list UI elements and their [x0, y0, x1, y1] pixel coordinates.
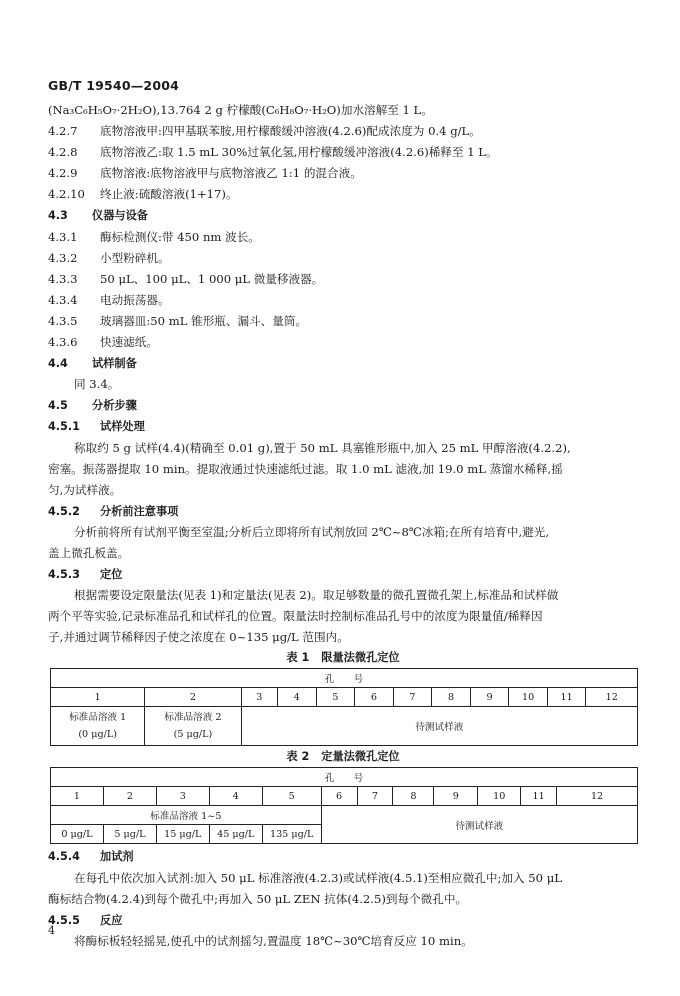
section-title: 试样制备 [92, 357, 137, 371]
clause-number: 4.2.8 [48, 145, 78, 160]
paragraph-line: 称取约 5 g 试样(4.4)(精确至 0.01 g),置于 50 mL 具塞锥形瓶中,加入 25 mL 甲醇溶液(4.2.2), [74, 440, 571, 455]
table-cell: 3 [241, 688, 277, 707]
clause-4-2-8 [48, 142, 638, 163]
table-cell: 8 [432, 688, 471, 707]
table-cell: 15 μg/L [156, 825, 209, 844]
clause-number: 4.3.1 [48, 229, 78, 244]
table-cell: 12 [557, 787, 638, 806]
text-line [48, 100, 638, 121]
table-cell: 6 [321, 787, 357, 806]
table-cell: 9 [434, 787, 478, 806]
clause-number: 4.2.9 [48, 166, 78, 181]
table-title: 定量法微孔定位 [321, 750, 400, 764]
clause-4-2-10 [48, 184, 638, 205]
section-number: 4.5.2 [48, 504, 80, 518]
clause-number: 4.2.10 [48, 187, 85, 202]
table-cell: 10 [509, 688, 548, 707]
table-cell: 5 [316, 688, 355, 707]
clause-text: 快速滤纸。 [100, 335, 158, 350]
clause-text: 小型粉碎机。 [100, 250, 170, 265]
section-number: 4.4 [48, 357, 68, 371]
line-text: (Na₃C₆H₅O₇·2H₂O),13.764 2 g 柠檬酸(C₆H₈O₇·H₂O)加水溶解至 1 L。 [48, 103, 433, 117]
clause-4-2-9 [48, 163, 638, 184]
section-4-5-4-heading [48, 846, 638, 867]
section-4-5-5-heading [48, 910, 638, 931]
table-cell: 2 [103, 787, 156, 806]
clause-text: 底物溶液乙:取 1.5 mL 30%过氧化氢,用柠檬酸缓冲溶液(4.2.6)稀释至 1 L。 [100, 145, 498, 160]
table-1-caption [48, 648, 638, 668]
section-4-5-3-heading [48, 564, 638, 585]
table-cell: 0 μg/L [51, 825, 104, 844]
clause-4-3-4 [48, 290, 638, 311]
standard-name: 标准品溶液 1 [69, 712, 127, 724]
table-cell: 标准品溶液 1~5 [51, 806, 322, 825]
table-2-caption [48, 747, 638, 767]
section-number: 4.5.1 [48, 420, 80, 434]
section-number: 4.5.5 [48, 913, 80, 927]
table-cell: 8 [393, 787, 434, 806]
section-4-4-heading [48, 353, 638, 374]
table-cell: 4 [278, 688, 317, 707]
table-cell: 11 [547, 688, 586, 707]
table-cell: 待测试样液 [241, 707, 637, 746]
clause-4-3-5 [48, 311, 638, 332]
section-4-5-2-heading [48, 501, 638, 522]
clause-text: 底物溶液甲:四甲基联苯胺,用柠檬酸缓冲溶液(4.2.6)配成浓度为 0.4 g/L。 [100, 124, 481, 139]
paragraph-line: 两个平等实验,记录标准品孔和试样孔的位置。限量法时控制标准品孔号中的浓度为限量值/稀释因 [48, 609, 543, 624]
paragraph-line: 酶标结合物(4.2.4)到每个微孔中;再加入 50 μL ZEN 抗体(4.2.5)到每个微孔中。 [48, 891, 468, 906]
section-number: 4.3 [48, 209, 68, 223]
table-cell [145, 707, 241, 746]
clause-4-2-7 [48, 121, 638, 142]
paragraph-line: 将酶标板轻轻摇晃,使孔中的试剂摇匀,置温度 18℃~30℃培育反应 10 min。 [74, 933, 473, 948]
paragraph-line: 子,并通过调节稀释因子使之浓度在 0~135 μg/L 范围内。 [48, 630, 349, 645]
clause-number: 4.3.2 [48, 250, 78, 265]
clause-text: 电动振荡器。 [100, 292, 170, 307]
table-cell: 待测试样液 [321, 806, 637, 844]
section-title: 分析前注意事项 [100, 504, 179, 518]
section-title: 定位 [100, 568, 123, 582]
section-number: 4.5.4 [48, 850, 80, 864]
table-cell: 7 [357, 787, 393, 806]
table-cell: 11 [521, 787, 557, 806]
document-body [48, 100, 638, 952]
section-title: 仪器与设备 [92, 209, 148, 223]
clause-4-3-2 [48, 248, 638, 269]
section-title: 试样处理 [100, 420, 145, 434]
paragraph-line: 密塞。振荡器提取 10 min。提取液通过快速滤纸过滤。取 1.0 mL 滤液,加 19.0 mL 蒸馏水稀释,摇 [48, 461, 563, 476]
section-number: 4.5.3 [48, 568, 80, 582]
clause-text: 50 μL、100 μL、1 000 μL 微量移液器。 [100, 271, 324, 286]
standard-conc: (5 μg/L) [173, 729, 213, 741]
section-4-5-heading [48, 395, 638, 416]
table-title: 限量法微孔定位 [321, 651, 400, 665]
section-4-3-heading [48, 205, 638, 226]
section-title: 分析步骤 [92, 399, 137, 413]
paragraph-line: 分析前将所有试剂平衡至室温;分析后立即将所有试剂放回 2℃~8℃冰箱;在所有培育中,避光, [74, 524, 550, 539]
table-2 [50, 767, 638, 844]
clause-number: 4.3.4 [48, 292, 78, 307]
standard-name: 标准品溶液 2 [164, 712, 222, 724]
table-cell: 12 [586, 688, 638, 707]
page-number: 4 [48, 924, 55, 937]
table-header-cell: 孔 号 [51, 669, 638, 688]
table-cell: 1 [51, 787, 104, 806]
paragraph-line: 在每孔中依次加入试剂:加入 50 μL 标准溶液(4.2.3)或试样液(4.5.1)至相应微孔中;加入 50 μL [74, 870, 562, 885]
table-header-cell: 孔 号 [51, 768, 638, 787]
clause-text: 玻璃器皿:50 mL 锥形瓶、漏斗、量筒。 [100, 313, 308, 328]
section-number: 4.5 [48, 399, 68, 413]
table-cell: 45 μg/L [209, 825, 262, 844]
section-title: 反应 [100, 913, 123, 927]
standard-code-header: GB/T 19540—2004 [48, 78, 180, 93]
table-cell: 135 μg/L [262, 825, 321, 844]
paragraph-line: 匀,为试样液。 [48, 482, 122, 497]
table-number: 表 1 [286, 651, 310, 665]
clause-number: 4.2.7 [48, 124, 78, 139]
section-4-5-1-heading [48, 416, 638, 437]
table-cell: 10 [478, 787, 521, 806]
table-cell: 3 [156, 787, 209, 806]
clause-number: 4.3.3 [48, 271, 78, 286]
clause-number: 4.3.5 [48, 313, 78, 328]
table-cell: 5 μg/L [103, 825, 156, 844]
table-cell [51, 707, 145, 746]
table-cell: 4 [209, 787, 262, 806]
table-cell: 7 [393, 688, 432, 707]
table-cell: 2 [145, 688, 241, 707]
section-title: 加试剂 [100, 850, 134, 864]
clause-text: 酶标检测仪:带 450 nm 波长。 [100, 229, 260, 244]
clause-4-3-6 [48, 332, 638, 353]
clause-4-3-1 [48, 227, 638, 248]
standard-conc: (0 μg/L) [78, 729, 117, 741]
section-4-4-text: 同 3.4。 [74, 377, 120, 392]
table-number: 表 2 [286, 750, 310, 764]
table-1 [50, 668, 638, 746]
clause-text: 底物溶液:底物溶液甲与底物溶液乙 1:1 的混合液。 [100, 166, 362, 181]
paragraph-line: 根据需要设定限量法(见表 1)和定量法(见表 2)。取足够数量的微孔置微孔架上,标准品和试样做 [74, 588, 559, 603]
clause-text: 终止液:硫酸溶液(1+17)。 [100, 187, 238, 202]
table-cell: 5 [262, 787, 321, 806]
paragraph-line: 盖上微孔板盖。 [48, 545, 130, 560]
table-cell: 1 [51, 688, 145, 707]
clause-4-3-3 [48, 269, 638, 290]
table-cell: 9 [470, 688, 509, 707]
clause-number: 4.3.6 [48, 335, 78, 350]
table-cell: 6 [355, 688, 394, 707]
